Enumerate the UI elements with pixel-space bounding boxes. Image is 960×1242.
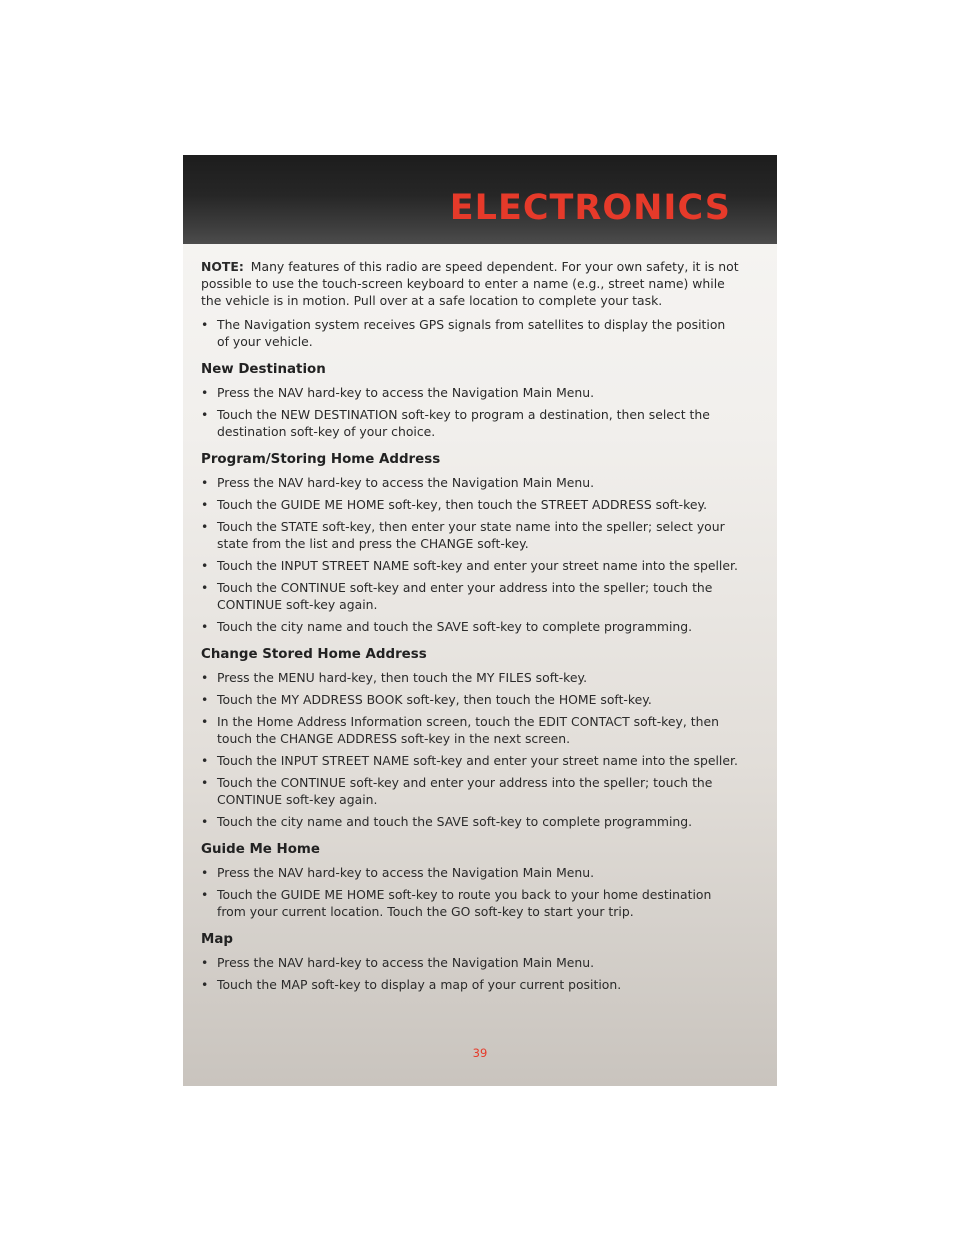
bullet-icon: • bbox=[201, 317, 209, 332]
list-item: • Touch the NEW DESTINATION soft-key to program a destination, then select the destination soft-key of your choice. bbox=[201, 407, 710, 439]
list-item: • Press the NAV hard-key to access the Navigation Main Menu. bbox=[201, 865, 595, 880]
bullet-icon: • bbox=[201, 692, 209, 707]
list-item: • Touch the MY ADDRESS BOOK soft-key, then touch the HOME soft-key. bbox=[201, 692, 652, 707]
intro-bullet-list bbox=[201, 316, 741, 350]
bullet-icon: • bbox=[201, 865, 209, 880]
bullet-icon: • bbox=[201, 580, 209, 595]
change-home-address-list bbox=[201, 669, 741, 830]
new-destination-list bbox=[201, 384, 741, 440]
list-item: • Touch the CONTINUE soft-key and enter your address into the speller; touch the CONTINUE soft-key again. bbox=[201, 580, 713, 612]
bullet-icon: • bbox=[201, 887, 209, 902]
page-number: 39 bbox=[472, 1046, 488, 1060]
note-label: NOTE: bbox=[201, 259, 244, 274]
bullet-icon: • bbox=[201, 619, 209, 634]
note-text: Many features of this radio are speed dependent. For your own safety, it is not possible to use the touch-screen keyboard to enter a name (e.g., street name) while the vehicle is in motion. Pull over at a safe location to complete your task. bbox=[201, 259, 739, 308]
map-list bbox=[201, 954, 741, 993]
list-item: • Touch the CONTINUE soft-key and enter your address into the speller; touch the CONTINUE soft-key again. bbox=[201, 775, 713, 807]
list-item: • Touch the MAP soft-key to display a map of your current position. bbox=[201, 977, 622, 992]
bullet-icon: • bbox=[201, 385, 209, 400]
list-item: • Touch the STATE soft-key, then enter your state name into the speller; select your state from the list and press the CHANGE soft-key. bbox=[201, 519, 725, 551]
list-item: • Touch the INPUT STREET NAME soft-key and enter your street name into the speller. bbox=[201, 753, 738, 768]
list-item: • Touch the GUIDE ME HOME soft-key, then touch the STREET ADDRESS soft-key. bbox=[201, 497, 708, 512]
section-header-bar bbox=[183, 155, 777, 244]
bullet-icon: • bbox=[201, 670, 209, 685]
bullet-icon: • bbox=[201, 753, 209, 768]
manual-page bbox=[183, 155, 777, 1086]
heading-program-storing-home-address: Program/Storing Home Address bbox=[201, 452, 441, 467]
list-item: • Touch the city name and touch the SAVE soft-key to complete programming. bbox=[201, 814, 693, 829]
bullet-icon: • bbox=[201, 977, 209, 992]
program-home-address-list bbox=[201, 474, 741, 635]
list-item: • Touch the INPUT STREET NAME soft-key and enter your street name into the speller. bbox=[201, 558, 738, 573]
list-item: • Touch the city name and touch the SAVE soft-key to complete programming. bbox=[201, 619, 693, 634]
heading-map: Map bbox=[201, 932, 233, 947]
bullet-icon: • bbox=[201, 558, 209, 573]
heading-new-destination: New Destination bbox=[201, 362, 326, 377]
bullet-icon: • bbox=[201, 814, 209, 829]
bullet-icon: • bbox=[201, 497, 209, 512]
page-content bbox=[201, 258, 741, 998]
list-item: • Press the NAV hard-key to access the Navigation Main Menu. bbox=[201, 955, 595, 970]
list-item: • Touch the GUIDE ME HOME soft-key to route you back to your home destination from your current location. Touch the GO soft-key to start your trip. bbox=[201, 887, 712, 919]
list-item: • Press the NAV hard-key to access the Navigation Main Menu. bbox=[201, 475, 595, 490]
bullet-icon: • bbox=[201, 475, 209, 490]
heading-change-stored-home-address: Change Stored Home Address bbox=[201, 647, 427, 662]
heading-guide-me-home: Guide Me Home bbox=[201, 842, 320, 857]
guide-me-home-list bbox=[201, 864, 741, 920]
bullet-icon: • bbox=[201, 714, 209, 729]
bullet-icon: • bbox=[201, 407, 209, 422]
bullet-icon: • bbox=[201, 519, 209, 534]
list-item: • Press the NAV hard-key to access the Navigation Main Menu. bbox=[201, 385, 595, 400]
bullet-icon: • bbox=[201, 955, 209, 970]
list-item: • Press the MENU hard-key, then touch the MY FILES soft-key. bbox=[201, 670, 588, 685]
section-title: ELECTRONICS bbox=[449, 188, 731, 228]
bullet-icon: • bbox=[201, 775, 209, 790]
note-paragraph bbox=[201, 258, 741, 309]
list-item: • In the Home Address Information screen, touch the EDIT CONTACT soft-key, then touch the CHANGE ADDRESS soft-key in the next screen. bbox=[201, 714, 719, 746]
list-item: • The Navigation system receives GPS signals from satellites to display the position of your vehicle. bbox=[201, 317, 726, 349]
